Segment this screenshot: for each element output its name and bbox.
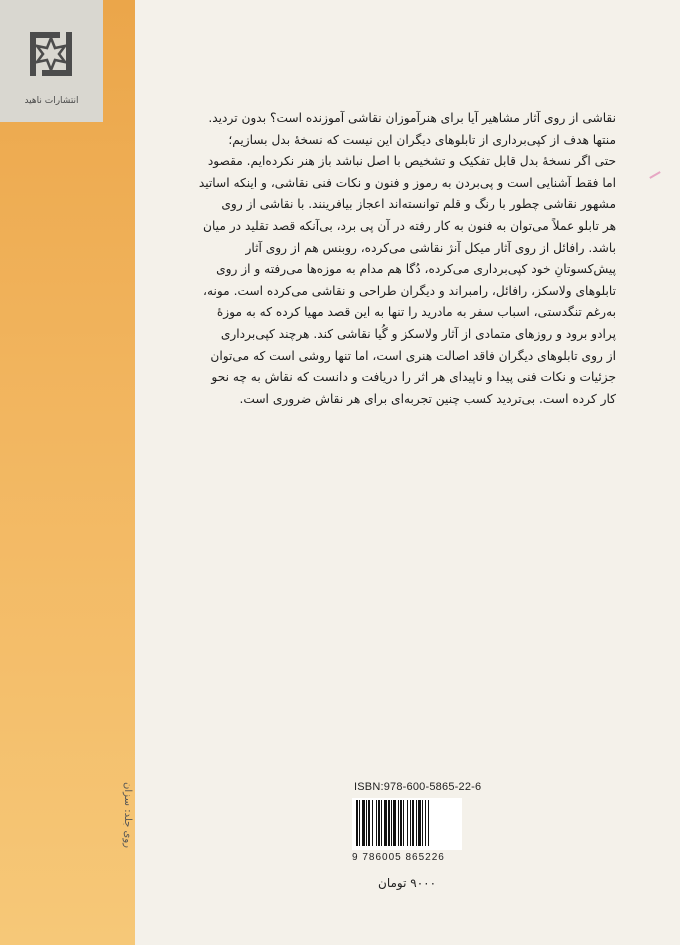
pink-smudge-mark: [649, 171, 660, 179]
blurb-line: اما فقط آشنایی است و پی‌بردن به رموز و فنون و نکات فنی نقاشی، و اینکه اساتید: [198, 175, 616, 190]
blurb-line: از روی تابلوهای دیگران فاقد اصالت هنری است، اما تنها روشی است که می‌توان: [210, 348, 616, 363]
blurb-line: جزئیات و نکات فنی پیدا و ناپیدای هر اثر را دریافت و دانست که نقاش به چه نحو: [211, 370, 616, 385]
blurb-line: هر تابلو عملاً می‌توان به فنون به کار رفته در آن پی برد، بی‌آنکه قصد تقلید در میان: [203, 218, 616, 233]
blurb-line: نقاشی از روی آثار مشاهیر آیا برای هنرآموزان نقاشی آموزنده است؟ بدون تردید.: [208, 111, 616, 125]
cover-credit: روی جلد: سزان: [122, 782, 133, 848]
star-frame-logo-icon: [26, 24, 76, 84]
blurb-line: حتی اگر نسخهٔ بدل قابل تفکیک و تشخیص با اصل نباشد باز هنر نکرده‌ایم. مقصود: [207, 154, 616, 169]
blurb-line: کار کرده است. بی‌تردید کسب چنین تجربه‌ای برای هر نقاش ضروری است.: [239, 391, 616, 406]
orange-spine-band: [0, 0, 135, 945]
blurb-line: به‌رغم تنگدستی، اسباب سفر به مادرید را تنها به این قصد مهیا کرده که به موزهٔ: [216, 305, 616, 320]
isbn-label: ISBN:978-600-5865-22-6: [354, 781, 482, 793]
blurb-line: باشد. رافائل از روی آثار میکل آنژ نقاشی می‌کرده، روبنس هم از روی آثار: [245, 240, 616, 255]
isbn-barcode: [352, 798, 462, 850]
publisher-logo-box: [0, 0, 103, 122]
blurb-line: تابلوهای ولاسکز، رافائل، رامبراند و دیگران طراحی و نقاشی می‌کرده است. مونه،: [203, 283, 616, 298]
blurb-line: مشهور نقاشی چطور با رنگ و قلم توانسته‌اند اعجاز بیافرینند. با نقاشی از روی: [221, 197, 616, 212]
price-label: ۹۰۰۰ تومان: [378, 876, 437, 890]
back-cover-blurb: [198, 108, 616, 410]
blurb-line: پرادو برود و روزهای متمادی از آثار ولاسکز و گُیا نقاشی کند. هرچند کپی‌برداری: [220, 326, 616, 341]
publisher-name: انتشارات ناهید: [24, 96, 79, 106]
barcode-number: 9 786005 865226: [352, 852, 445, 863]
blurb-line: منتها هدف از کپی‌برداری از تابلوهای دیگران این نیست که نسخهٔ بدل بسازیم؛: [228, 132, 616, 147]
blurb-line: پیش‌کسوتانِ خود کپی‌برداری می‌کرده، دُگا هم مدام به موزه‌ها می‌رفته و از روی: [216, 262, 616, 277]
